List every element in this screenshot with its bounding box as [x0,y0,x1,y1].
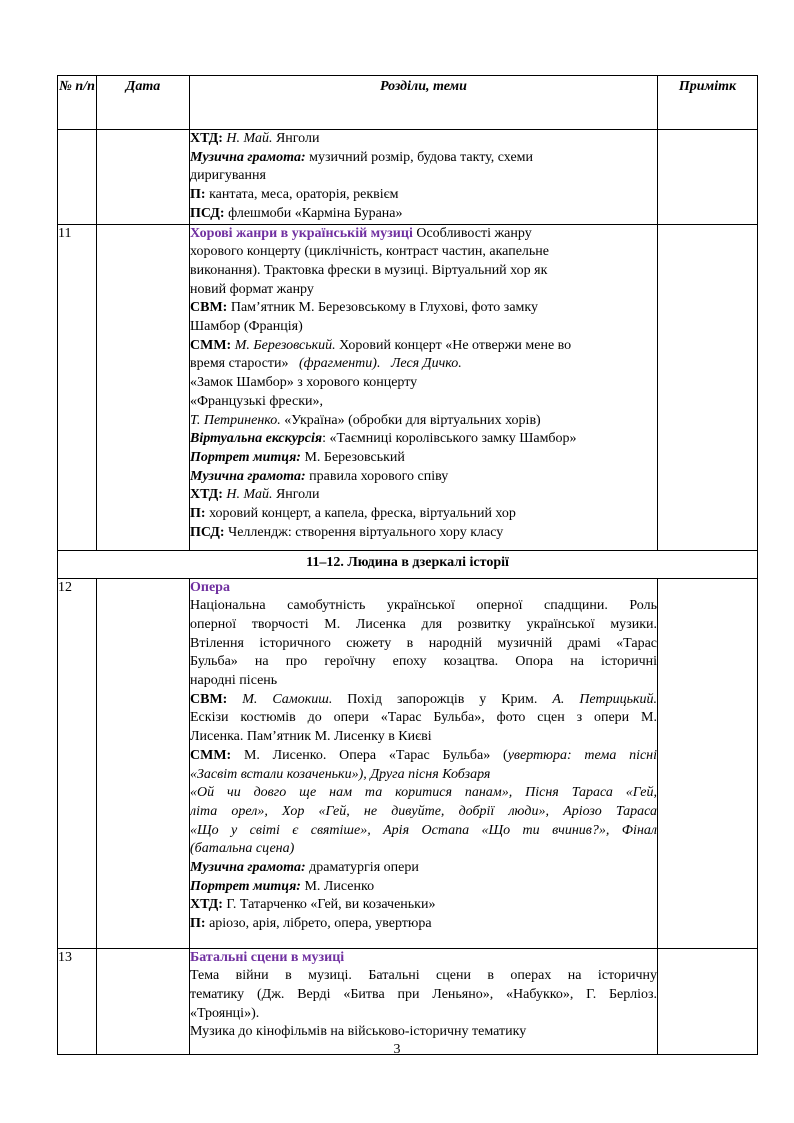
row-number: 13 [58,948,97,1054]
row-notes [658,130,758,225]
section-title: 11–12. Людина в дзеркалі історії [58,550,758,578]
topic-title: Опера [190,579,230,595]
row-notes [658,948,758,1054]
topic-title: Батальні сцени в музиці [190,949,345,965]
section-row [58,550,758,578]
row-notes [658,578,758,948]
row-topics: Опера Національна самобутність української оперної спадщини. Роль оперної творчості М. Лисенка для розвитку української музики. Втілення історичного сюжету в народній музичній драмі «Тарас Бульба» на про героїчну епоху козацтва. Опора на історичні народні пісень СВМ: М. Самокиш. Похід запорожців у Крим. А. Петрицький. Ескізи костюмів до опери «Тарас Бульба», фото сцен з опери М. Лисенка. Пам’ятник М. Лисенку в Києві СММ: М. Лисенко. Опера «Тарас Бульба» (увертюра: тема пісні «Засвіт встали козаченьки»), Друга пісня Кобзаря «Ой чи довго ще нам та коритися панам», Пісня Тараса «Гей, літа орел», Хор «Гей, не дивуйте, добрії люди», Аріозо Тараса «Що у світі є святіше», Арія Остапа «Що ти вчинив?», Фінал (батальна сцена) Музична грамота: драматургія опери Портрет митця: М. Лисенко ХТД: Г. Татарченко «Гей, ви козаченьки» П: аріозо, арія, лібрето, опера, увертюра [190,578,658,948]
table-row [58,130,758,225]
lesson-plan-table [57,75,758,1055]
header-date: Дата [97,76,190,130]
table-row [58,578,758,948]
row-number: 12 [58,578,97,948]
header-row [58,76,758,130]
header-notes: Примітк [658,76,758,130]
header-topics: Розділи, теми [190,76,658,130]
row-topics: Батальні сцени в музиці Тема війни в музиці. Батальні сцени в операх на історичну тематику (Дж. Верді «Битва при Леньяно», «Набукко», Г. Берліоз. «Троянці»). Музика до кінофільмів на військово-історичну тематику [190,948,658,1054]
row-date [97,948,190,1054]
page-number: 3 [393,1042,401,1057]
row-date [97,578,190,948]
row-date [97,130,190,225]
row-date [97,224,190,550]
row-number: 11 [58,224,97,550]
row-notes [658,224,758,550]
row-number [58,130,97,225]
topic-title: Хорові жанри в українській музиці [190,225,413,241]
header-num: № п/п [58,76,97,130]
table-row [58,224,758,550]
table-row [58,948,758,1054]
row-topics: ХТД: Н. Май. Янголи Музична грамота: музичний розмір, будова такту, схеми диригування П: кантата, меса, ораторія, реквієм ПСД: флешмоби «Карміна Бурана» [190,130,658,225]
row-topics: Хорові жанри в українській музиці Особливості жанру хорового концерту (циклічність, контраст частин, акапельне виконання). Трактовка фрески в музиці. Віртуальний хор як новий формат жанру СВМ: Пам’ятник М. Березовському в Глухові, фото замку Шамбор (Франція) СММ: М. Березовський. Хоровий концерт «Не отвержи мене во время старости» (фрагменти). Леся Дичко. «Замок Шамбор» з хорового концерту «Французькі фрески», Т. Петриненко. «Україна» (обробки для віртуальних хорів) Віртуальна екскурсія: «Таємниці королівського замку Шамбор» Портрет митця: М. Березовський Музична грамота: правила хорового співу ХТД: Н. Май. Янголи П: хоровий концерт, а капела, фреска, віртуальний хор ПСД: Челлендж: створення віртуального хору класу [190,224,658,550]
